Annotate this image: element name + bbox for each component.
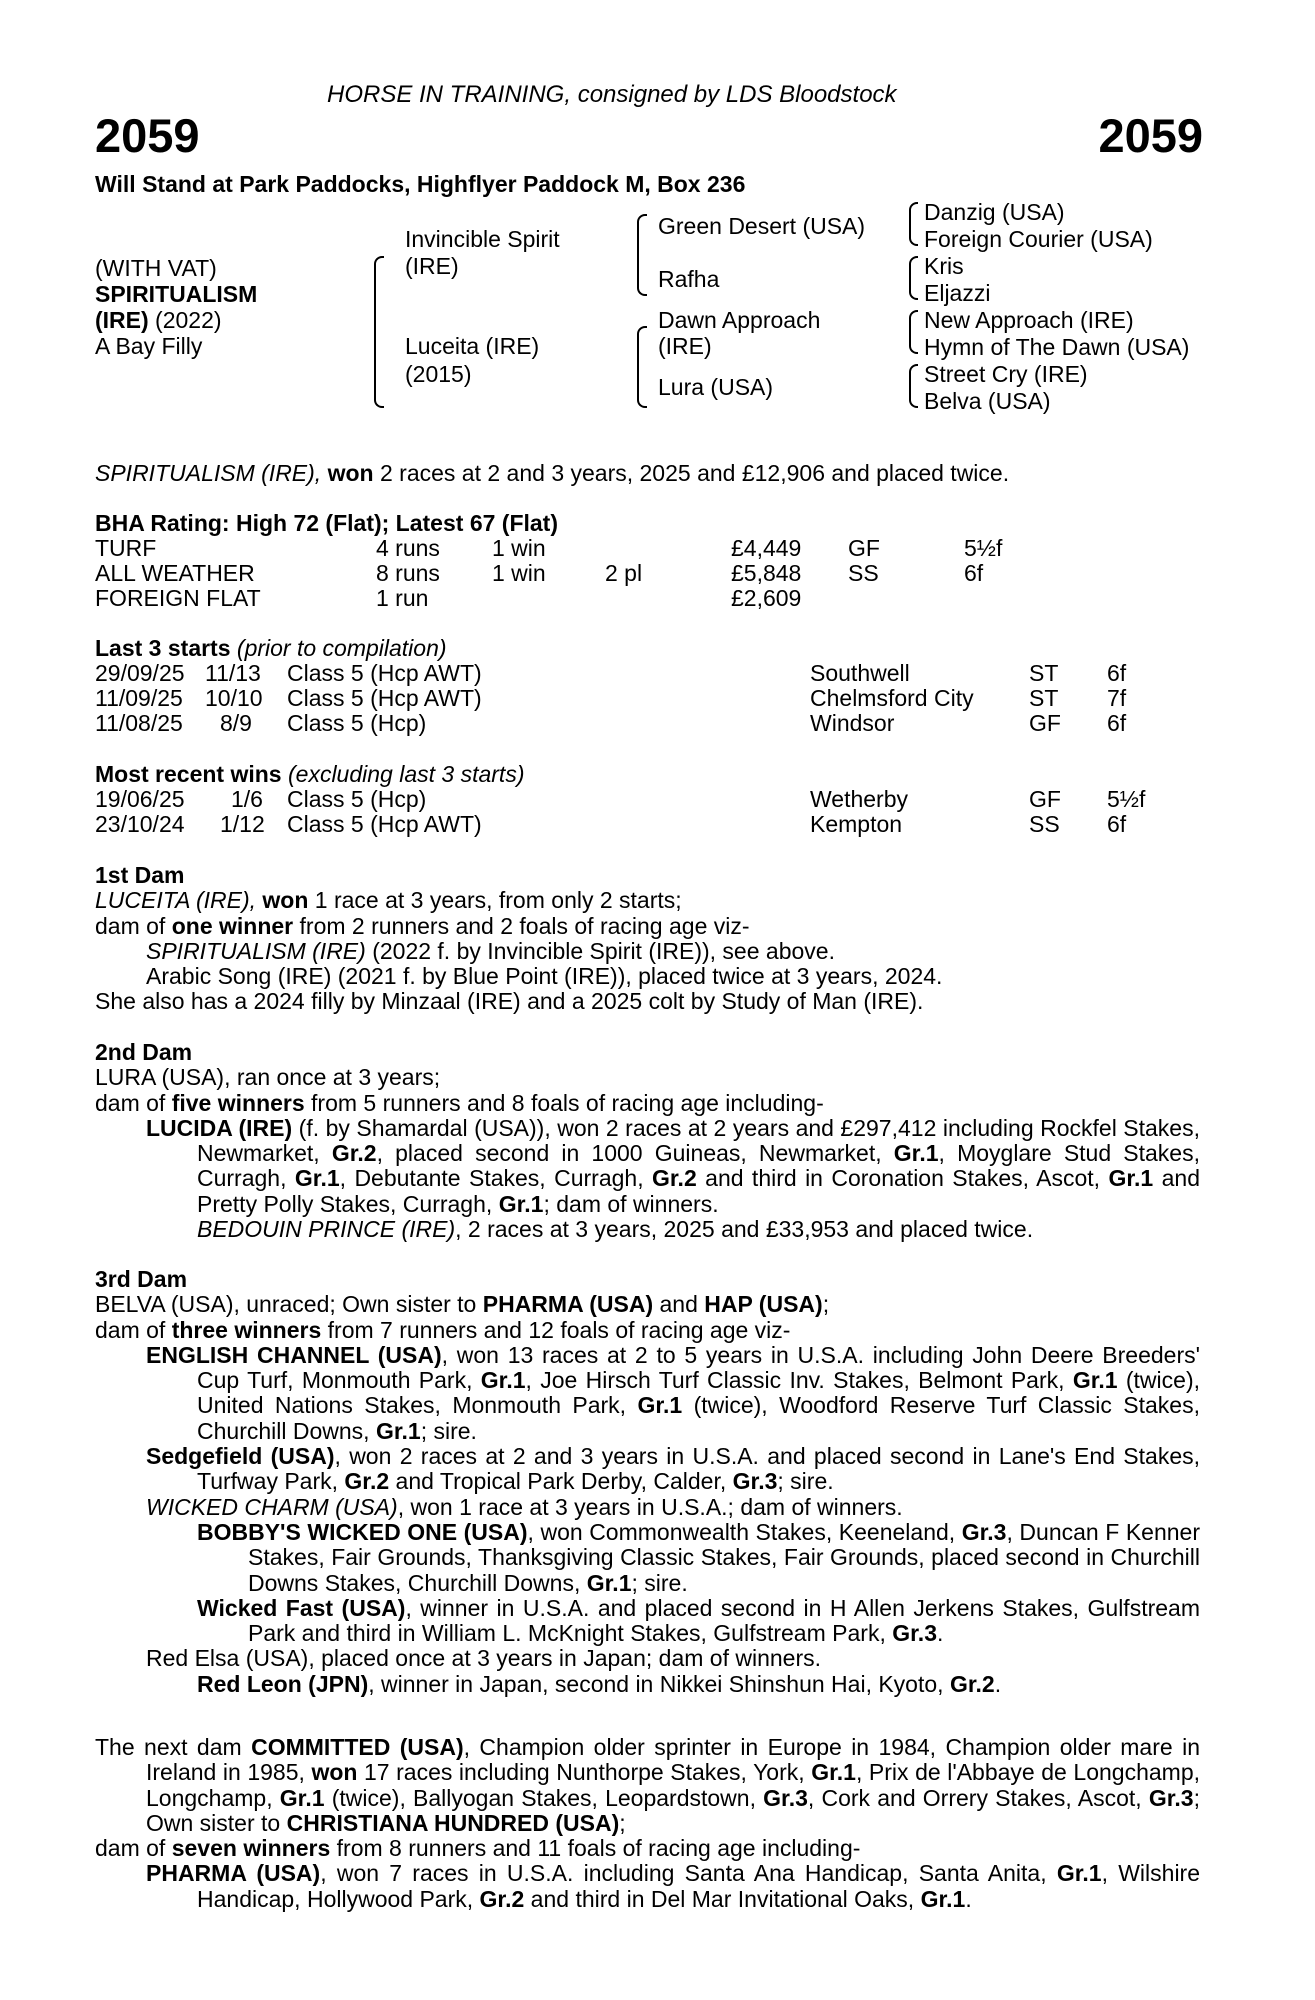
produce-entry-bobbys-wicked-one: BOBBY'S WICKED ONE (USA), won Commonwealth Stakes, Keeneland, Gr.3, Duncan F Kenner Stakes, Fair Grounds, Thanksgiving Classic Stakes, Fair Grounds, placed second in Churchill Downs Stakes, Churchill Downs, Gr.1; sire.	[197, 1518, 1201, 1596]
vat-note: (WITH VAT)	[95, 255, 217, 281]
recent-wins-heading: Most recent wins (excluding last 3 starts)	[95, 761, 525, 787]
win-position: 1/12	[220, 811, 265, 837]
dam-sire-dam: Hymn of The Dawn (USA)	[924, 334, 1190, 360]
produce-entry-bedouin: BEDOUIN PRINCE (IRE), 2 races at 3 years, 2025 and £33,953 and placed twice.	[197, 1216, 1034, 1243]
start-course: Southwell	[810, 660, 910, 686]
first-dam-heading: 1st Dam	[95, 862, 185, 888]
rating-row-turf-wins: 1 win	[492, 535, 546, 561]
pedigree-brace-2b	[637, 326, 647, 408]
start-going: ST	[1029, 685, 1059, 711]
rating-row-turf-going: GF	[848, 535, 880, 561]
start-position: 11/13	[205, 660, 261, 686]
pedigree-brace-1	[374, 256, 384, 408]
pedigree-brace-2a	[637, 214, 647, 296]
produce-entry: Arabic Song (IRE) (2021 f. by Blue Point (IRE)), placed twice at 3 years, 2024.	[146, 963, 943, 990]
dam-sire-sire: New Approach (IRE)	[924, 307, 1134, 333]
win-date: 19/06/25	[95, 786, 185, 812]
horse-name: SPIRITUALISM	[95, 281, 258, 307]
first-dam-produce: dam of one winner from 2 runners and 2 foals of racing age viz-	[95, 912, 750, 939]
second-dam-line: LURA (USA), ran once at 3 years;	[95, 1064, 441, 1091]
win-going: SS	[1029, 811, 1060, 837]
pedigree-brace-3a	[909, 202, 918, 246]
dam-sire-country: (IRE)	[658, 333, 712, 359]
dam-sire: Dawn Approach	[658, 307, 821, 333]
rating-row-aw-surface: ALL WEATHER	[95, 560, 255, 586]
rating-row-turf-runs: 4 runs	[376, 535, 440, 561]
win-class: Class 5 (Hcp AWT)	[287, 811, 482, 837]
sire-dam-sire: Kris	[924, 253, 964, 279]
dam-name: Luceita (IRE)	[405, 333, 540, 359]
third-dam-section	[95, 1267, 1200, 1697]
summary-text: 2 races at 2 and 3 years, 2025 and £12,906 and placed twice.	[373, 460, 1010, 486]
pedigree-brace-3d	[909, 364, 918, 408]
start-date: 29/09/25	[95, 660, 185, 686]
consignment-line: HORSE IN TRAINING, consigned by LDS Bloodstock	[327, 81, 897, 108]
start-position: 10/10	[205, 685, 263, 711]
next-dam-paragraph: The next dam COMMITTED (USA), Champion older sprinter in Europe in 1984, Champion older mare in Ireland in 1985, won 17 races including Nunthorpe Stakes, York, Gr.1, Prix de l'Abbaye de Longchamp, Longchamp, Gr.1 (twice), Ballyogan Stakes, Leopardstown, Gr.3, Cork and Orrery Stakes, Ascot, Gr.3; Own sister to CHRISTIANA HUNDRED (USA);	[95, 1734, 1200, 1836]
start-distance: 7f	[1107, 685, 1127, 711]
sire-sire-dam: Foreign Courier (USA)	[924, 226, 1153, 252]
rating-row-turf-earnings: £4,449	[731, 535, 802, 561]
next-dam-produce: dam of seven winners from 8 runners and 11 foals of racing age including-	[95, 1835, 861, 1862]
third-dam-produce: dam of three winners from 7 runners and 12 foals of racing age viz-	[95, 1316, 791, 1343]
start-course: Chelmsford City	[810, 685, 974, 711]
rating-row-aw-earnings: £5,848	[731, 560, 802, 586]
produce-entry-wicked-charm: WICKED CHARM (USA), won 1 race at 3 years in U.S.A.; dam of winners.	[146, 1493, 903, 1520]
start-going: GF	[1029, 710, 1061, 736]
horse-origin-year	[95, 308, 222, 333]
produce-entry-sedgefield: Sedgefield (USA), won 2 races at 2 and 3 years in U.S.A. and placed second in Lane's End Stakes, Turfway Park, Gr.2 and Tropical Park Derby, Calder, Gr.3; sire.	[146, 1443, 1200, 1495]
win-date: 23/10/24	[95, 811, 185, 837]
produce-entry-red-leon: Red Leon (JPN), winner in Japan, second in Nikkei Shinshun Hai, Kyoto, Gr.2.	[197, 1670, 1002, 1697]
rating-row-aw-dist: 6f	[964, 560, 984, 586]
second-dam-heading: 2nd Dam	[95, 1039, 193, 1065]
win-distance: 5½f	[1107, 786, 1146, 812]
dam-year: (2015)	[405, 361, 472, 387]
sire-country: (IRE)	[405, 253, 459, 279]
sire-dam-dam: Eljazzi	[924, 280, 991, 306]
produce-entry-lucida: LUCIDA (IRE) (f. by Shamardal (USA)), won 2 races at 2 years and £297,412 including Rockfel Stakes, Newmarket, Gr.2, placed second in 1000 Guineas, Newmarket, Gr.1, Moyglare Stud Stakes, Curragh, Gr.1, Debutante Stakes, Curragh, Gr.2 and third in Coronation Stakes, Ascot, Gr.1 and Pretty Polly Stakes, Curragh, Gr.1; dam of winners.	[146, 1114, 1200, 1217]
next-dam-section	[95, 1735, 1200, 1912]
second-dam-section	[95, 1040, 1200, 1242]
produce-entry-english-channel: ENGLISH CHANNEL (USA), won 13 races at 2 to 5 years in U.S.A. including John Deere Breeders' Cup Turf, Monmouth Park, Gr.1, Joe Hirsch Turf Classic Inv. Stakes, Belmont Park, Gr.1 (twice), United Nations Stakes, Monmouth Park, Gr.1 (twice), Woodford Reserve Turf Classic Stakes, Churchill Downs, Gr.1; sire.	[146, 1341, 1200, 1444]
second-dam-produce: dam of five winners from 5 runners and 8 foals of racing age including-	[95, 1089, 824, 1116]
start-distance: 6f	[1107, 660, 1127, 686]
pedigree-brace-3b	[909, 256, 918, 300]
dam-dam-sire: Street Cry (IRE)	[924, 361, 1088, 387]
start-date: 11/08/25	[95, 710, 183, 736]
win-position: 1/6	[231, 786, 263, 812]
lot-number-right: 2059	[1098, 109, 1203, 162]
win-course: Kempton	[810, 811, 903, 837]
rating-row-aw-wins: 1 win	[492, 560, 546, 586]
produce-note: She also has a 2024 filly by Minzaal (IRE) and a 2025 colt by Study of Man (IRE).	[95, 988, 924, 1015]
third-dam-heading: 3rd Dam	[95, 1266, 188, 1292]
start-distance: 6f	[1107, 710, 1127, 736]
sire-sire-sire: Danzig (USA)	[924, 199, 1065, 225]
start-position: 8/9	[220, 710, 252, 736]
rating-row-foreign-earnings: £2,609	[731, 585, 802, 611]
dam-dam-dam: Belva (USA)	[924, 388, 1051, 414]
produce-entry-red-elsa: Red Elsa (USA), placed once at 3 years in Japan; dam of winners.	[146, 1645, 822, 1672]
start-going: ST	[1029, 660, 1059, 686]
first-dam-line: LUCEITA (IRE), won 1 race at 3 years, from only 2 starts;	[95, 887, 682, 914]
start-class: Class 5 (Hcp)	[287, 710, 427, 736]
horse-year: (2022)	[148, 307, 222, 333]
win-distance: 6f	[1107, 811, 1127, 837]
start-class: Class 5 (Hcp AWT)	[287, 685, 482, 711]
rating-row-turf-surface: TURF	[95, 535, 157, 561]
bha-rating: BHA Rating: High 72 (Flat); Latest 67 (Flat)	[95, 510, 558, 536]
stand-location: Will Stand at Park Paddocks, Highflyer Paddock M, Box 236	[95, 171, 746, 197]
sire-name: Invincible Spirit	[405, 226, 560, 252]
pedigree-brace-3c	[909, 310, 918, 354]
dam-dam: Lura (USA)	[658, 374, 774, 400]
produce-entry-pharma: PHARMA (USA), won 7 races in U.S.A. including Santa Ana Handicap, Santa Anita, Gr.1, Wilshire Handicap, Hollywood Park, Gr.2 and third in Del Mar Invitational Oaks, Gr.1.	[146, 1860, 1201, 1912]
start-class: Class 5 (Hcp AWT)	[287, 660, 482, 686]
rating-row-aw-placed: 2 pl	[605, 560, 643, 586]
start-course: Windsor	[810, 710, 895, 736]
win-course: Wetherby	[810, 786, 909, 812]
rating-row-turf-dist: 5½f	[964, 535, 1003, 561]
rating-row-aw-going: SS	[848, 560, 879, 586]
produce-entry: SPIRITUALISM (IRE) (2022 f. by Invincible Spirit (IRE)), see above.	[146, 937, 835, 964]
third-dam-line: BELVA (USA), unraced; Own sister to PHARMA (USA) and HAP (USA);	[95, 1291, 830, 1318]
win-going: GF	[1029, 786, 1061, 812]
sire-dam: Rafha	[658, 266, 720, 292]
produce-entry-wicked-fast: Wicked Fast (USA), winner in U.S.A. and placed second in H Allen Jerkens Stakes, Gulfstream Park and third in William L. McKnight Stakes, Gulfstream Park, Gr.3.	[197, 1594, 1200, 1647]
win-class: Class 5 (Hcp)	[287, 786, 427, 812]
race-summary	[95, 461, 1009, 486]
lot-number-left: 2059	[95, 109, 200, 162]
first-dam-section	[95, 863, 1200, 1015]
sire-sire: Green Desert (USA)	[658, 213, 866, 239]
rating-row-foreign-runs: 1 run	[376, 585, 429, 611]
horse-country: (IRE)	[95, 307, 149, 333]
rating-row-foreign-surface: FOREIGN FLAT	[95, 585, 261, 611]
summary-won: won	[327, 460, 374, 486]
start-date: 11/09/25	[95, 685, 183, 711]
summary-horse: SPIRITUALISM (IRE),	[95, 460, 322, 486]
last-starts-heading: Last 3 starts (prior to compilation)	[95, 635, 447, 661]
horse-description: A Bay Filly	[95, 333, 203, 359]
rating-row-aw-runs: 8 runs	[376, 560, 440, 586]
